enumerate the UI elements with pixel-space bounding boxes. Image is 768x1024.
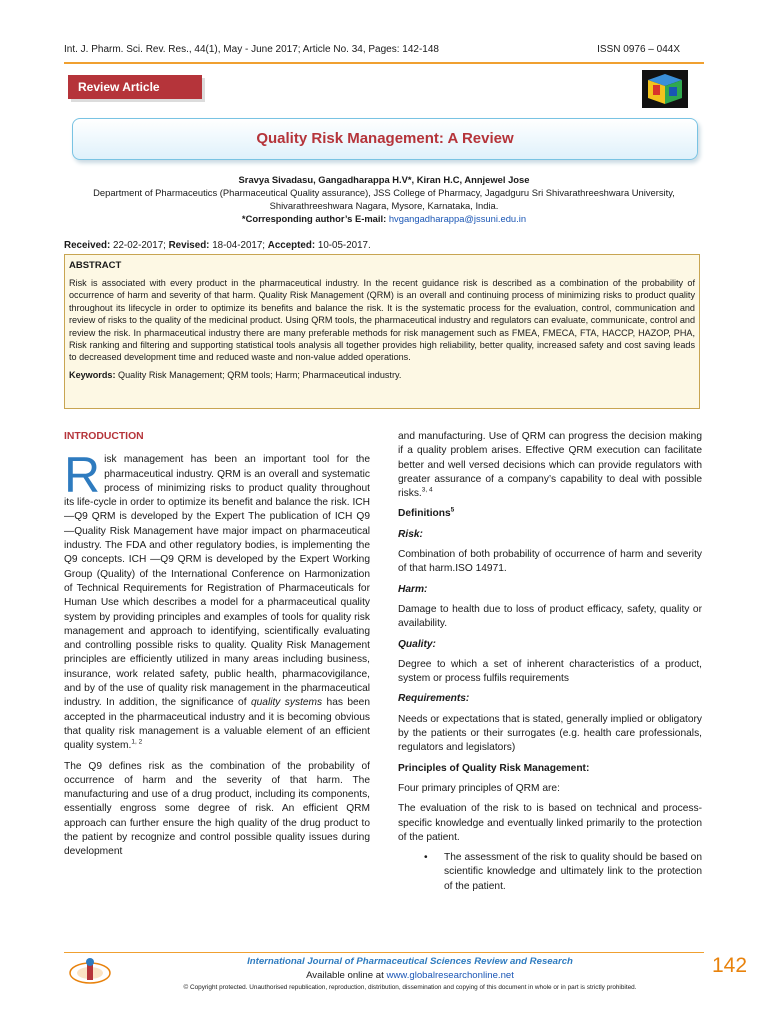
- header-citation: Int. J. Pharm. Sci. Rev. Res., 44(1), May - June 2017; Article No. 34, Pages: 142-148: [64, 44, 439, 55]
- affiliation: Department of Pharmaceutics (Pharmaceutical Quality assurance), JSS College of Pharmacy, Jagadguru Sri Shivarathreeshwara University, Shivarathreeshwara Nagara, Mysore, Karnataka, India.: [93, 187, 675, 211]
- intro-paragraph-1: [64, 447, 371, 753]
- intro-continuation: [398, 430, 702, 501]
- abstract-text: Risk is associated with every product in the pharmaceutical industry. In the recent guidance risk is described as a combination of the probability of occurrence of harm and severity of that harm. Quality Risk Management (QRM) is an overall and continuing process of minimizing risks to product quality throughout its lifecycle in order to optimize its benefits and balance the risk. It is the systematic process for the evaluation, control, communication and review of risks to the quality of the medicinal product. Using QRM tools, the pharmaceutical industry and regulators can evaluate, communicate, control and review the risk. In pharmaceutical industry there are many preferable methods for risk management such as FMEA, FMECA, FTA, HACCP, HAZOP, PHA, Risk ranking and filtering and supporting statistical tools analysis all together provides high reliability, better quality, increased safety and cost saving leads to decreased development time and reduced waste and non-value added operations.: [69, 278, 695, 363]
- author-list: Sravya Sivadasu, Gangadharappa H.V*, Kiran H.C, Annjewel Jose: [238, 174, 530, 185]
- definitions-heading: [398, 507, 702, 521]
- received-label: Received:: [64, 240, 111, 251]
- abstract-box: [64, 254, 700, 409]
- harm-definition: Damage to health due to loss of product efficacy, safety, quality or availability.: [398, 603, 702, 630]
- keywords-label: Keywords:: [69, 369, 116, 380]
- page-number: 142: [712, 954, 748, 977]
- footer-journal-name: International Journal of Pharmaceutical Sciences Review and Research: [247, 956, 573, 967]
- received-date: 22-02-2017;: [113, 240, 166, 251]
- intro-p1-ref: 1, 2: [131, 738, 143, 746]
- harm-term: Harm:: [398, 583, 428, 595]
- article-dates: [64, 240, 371, 251]
- quality-term: Quality:: [398, 638, 436, 650]
- principles-intro: Four primary principles of QRM are:: [398, 782, 560, 794]
- revised-label: Revised:: [168, 240, 210, 251]
- journal-url-link[interactable]: www.globalresearchonline.net: [386, 970, 514, 981]
- intro-paragraph-2: The Q9 defines risk as the combination of the probability of occurrence of harm and the severity of that harm. The manufacturing and use of a drug product, including its components, essentially engross some degree of risk. An efficient QRM approach can further ensure the high quality of the drug product to the patient by recognize and control possible quality issues during development: [64, 760, 370, 858]
- left-column: [64, 430, 370, 866]
- definitions-heading-text: Definitions: [398, 508, 451, 520]
- footer-divider: [64, 952, 704, 953]
- header-divider: [64, 62, 704, 64]
- abstract-heading: ABSTRACT: [69, 260, 122, 271]
- accepted-label: Accepted:: [267, 240, 316, 251]
- abstract-keywords: [69, 370, 695, 380]
- keywords-text: Quality Risk Management; QRM tools; Harm; Pharmaceutical industry.: [118, 369, 402, 380]
- intro-p1-text: isk management has been an important tool for the pharmaceutical industry. QRM is an overall and systematic process of minimizing risks to product quality throughout its life-cycle in order to optimize its benefit and balance the risk. ICH —Q9 QRM is developed by the Expert The publication of ICH Q9 —Quality Risk Management have major impact on pharmaceutical industry. The FDA and other regulatory bodies, is implementing the Q9 concepts. ICH —Q9 QRM is developed by the Expert Working Group (Quality) of the International Conference on Harmonization of Technical Requirements for Registration of Pharmaceuticals for Human Use which describes a model for a pharmaceutical quality system by providing principles and examples of tools for quality risk management and approach to identifying, scientifically evaluating and controlling possible risks to quality. Quality Risk Management principles are efficiently utilized in many areas including business, insurance, work related safety, public health, pharmacovigilance, and by of the use of quality risk management in the pharmaceutical industry. In addition, the significance of: [64, 454, 370, 709]
- principles-paragraph: The evaluation of the risk to is based on technical and process-specific knowledge and eventually linked primarily to the protection of the patient.: [398, 803, 702, 843]
- available-label: Available online at: [306, 970, 384, 981]
- article-title: Quality Risk Management: A Review: [72, 118, 698, 160]
- introduction-heading: INTRODUCTION: [64, 431, 144, 442]
- footer-availability: [160, 970, 660, 981]
- accepted-date: 10-05-2017.: [317, 240, 371, 251]
- risk-term: Risk:: [398, 528, 423, 540]
- footer-logo: [68, 956, 112, 986]
- requirements-term: Requirements:: [398, 693, 470, 705]
- intro-cont-text: and manufacturing. Use of QRM can progress the decision making if a quality problem arises. Effective QRM execution can facilitate better and well versed decisions which can provide regulators with greater assurance of a company’s capability to deal with possible risks.: [398, 431, 702, 500]
- intro-p1-italic: quality systems: [250, 697, 323, 709]
- principles-list: [398, 851, 702, 894]
- right-column: [398, 430, 702, 894]
- principle-item-1: • The assessment of the risk to quality should be based on scientific knowledge and ultimately link to the protection of the patient.: [444, 851, 702, 894]
- revised-date: 18-04-2017;: [212, 240, 266, 251]
- intro-cont-ref: 3, 4: [421, 486, 433, 494]
- corresponding-author: [64, 213, 704, 224]
- risk-definition: Combination of both probability of occurrence of harm and severity of that harm.ISO 14971.: [398, 549, 702, 575]
- journal-logo: [642, 70, 688, 108]
- definitions-ref: 5: [450, 507, 455, 515]
- copyright-notice: © Copyright protected. Unauthorised republication, reproduction, distribution, dissemination and copying of this document in whole or in part is strictly prohibited.: [183, 984, 637, 991]
- drop-cap: R: [64, 447, 101, 504]
- corresponding-label: *Corresponding author’s E-mail:: [241, 213, 387, 224]
- corresponding-email[interactable]: hvgangadharappa@jssuni.edu.in: [388, 213, 527, 224]
- quality-definition: Degree to which a set of inherent characteristics of a product, system or process fulfils requirements: [398, 658, 702, 685]
- article-type-badge: Review Article: [68, 75, 202, 99]
- principles-heading: Principles of Quality Risk Management:: [398, 762, 590, 774]
- requirements-definition: Needs or expectations that is stated, generally implied or obligatory by the patients or their surrogates (e.g. health care professionals, regulators and legislators): [398, 713, 702, 754]
- intro-p1-end: has been accepted in the pharmaceutical industry and it is becoming obvious that quality risk management is a valuable element of an efficient quality system.: [64, 697, 371, 752]
- header-issn: ISSN 0976 – 044X: [597, 44, 680, 55]
